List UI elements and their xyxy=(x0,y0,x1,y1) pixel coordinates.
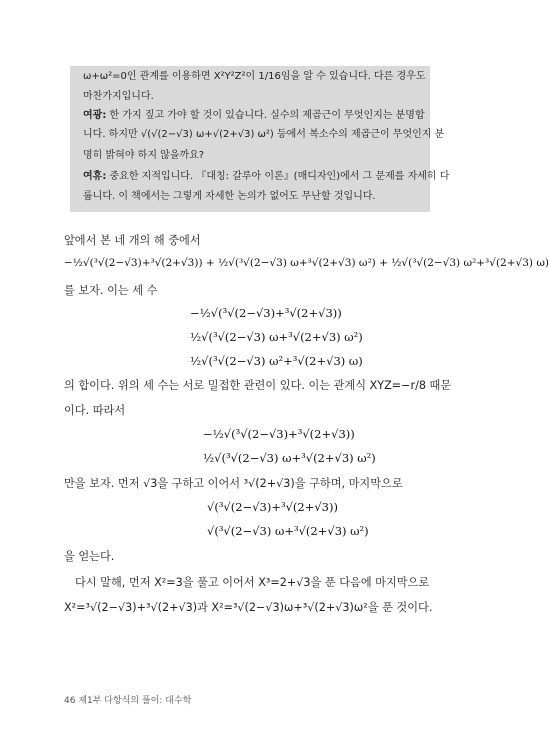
equation-sqrt-1: √(³√(2−√3)+³√(2+√3)) xyxy=(207,500,338,514)
paragraph-8: X²=³√(2−√3)+³√(2+√3)과 X²=³√(2−√3)ω+³√(2+√3)ω²을 푼 것이다. xyxy=(64,601,433,614)
paragraph-3: 의 합이다. 위의 세 수는 서로 밀접한 관련이 있다. 이는 관계식 XYZ=−r/8 때문 xyxy=(64,379,452,392)
box-line-1: ω+ω²=0인 관계를 이용하면 X²Y²Z²이 1/16임을 알 수 있습니다. 다른 경우도 xyxy=(83,71,426,82)
equation-term-1: −½√(³√(2−√3)+³√(2+√3)) xyxy=(190,306,342,320)
paragraph-2: 를 보자. 이는 세 수 xyxy=(64,284,158,297)
paragraph-6: 을 얻는다. xyxy=(64,550,115,563)
equation-pair-1: −½√(³√(2−√3)+³√(2+√3)) xyxy=(203,427,355,441)
box-line-5: 명히 밝혀야 하지 않을까요? xyxy=(83,150,205,161)
equation-four-roots: −½√(³√(2−√3)+³√(2+√3)) + ½√(³√(2−√3) ω+³√(2+√3) ω²) + ½√(³√(2−√3) ω²+³√(2+√3) ω) xyxy=(64,257,549,269)
paragraph-1: 앞에서 본 네 개의 해 중에서 xyxy=(64,234,201,247)
paragraph-4: 이다. 따라서 xyxy=(64,404,126,417)
equation-term-3: ½√(³√(2−√3) ω²+³√(2+√3) ω) xyxy=(190,354,363,368)
box-line-7: 룹니다. 이 책에서는 그렇게 자세한 논의가 없어도 무난할 것입니다. xyxy=(83,191,376,202)
paragraph-5: 만을 보자. 먼저 √3을 구하고 이어서 ³√(2+√3)을 구하며, 마지막으로 xyxy=(64,477,403,490)
box-line-2: 마찬가지입니다. xyxy=(83,91,154,102)
equation-pair-2: ½√(³√(2−√3) ω+³√(2+√3) ω²) xyxy=(203,451,376,465)
speaker-label-answer: 여휴: xyxy=(83,171,107,182)
paragraph-7: 다시 말해, 먼저 X²=3을 풀고 이어서 X³=2+√3을 푼 다음에 마지막으로 xyxy=(75,576,430,589)
box-line-4: 니다. 하지만 √(√(2−√3) ω+√(2+√3) ω²) 등에서 복소수의 제곱근이 무엇인지 분 xyxy=(83,129,445,140)
box-line-3: 여광: 한 가지 짚고 가야 할 것이 있습니다. 실수의 제곱근이 무엇인지는 분명합 xyxy=(83,110,425,121)
box-line-6: 여휴: 중요한 지적입니다. 『대칭: 갈루아 이론』(매디자인)에서 그 문제를 자세히 다 xyxy=(83,171,450,182)
speaker-label-question: 여광: xyxy=(83,110,107,121)
equation-term-2: ½√(³√(2−√3) ω+³√(2+√3) ω²) xyxy=(190,330,363,344)
equation-sqrt-2: √(³√(2−√3) ω+³√(2+√3) ω²) xyxy=(207,524,369,538)
page-footer: 46 제1부 다항식의 풀이: 대수학 xyxy=(64,696,192,706)
